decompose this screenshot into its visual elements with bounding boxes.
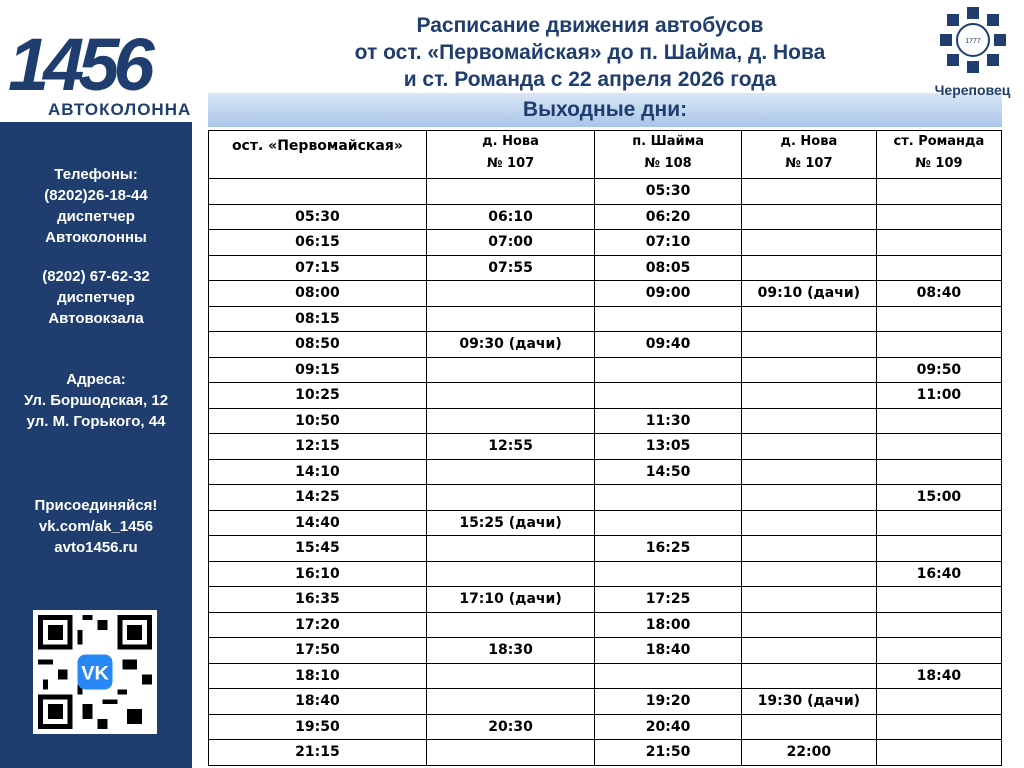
time-cell — [426, 179, 594, 205]
time-cell — [426, 740, 594, 766]
phone-2-desc-2: Автовокзала — [48, 310, 144, 327]
time-cell — [741, 510, 876, 536]
time-cell — [876, 459, 1001, 485]
table-row — [209, 740, 1002, 766]
qr-code-icon — [33, 610, 157, 734]
time-cell — [876, 587, 1001, 613]
time-cell — [741, 332, 876, 358]
title-line-2: от ост. «Первомайская» до п. Шайма, д. Нова — [354, 41, 826, 64]
table-row — [209, 612, 1002, 638]
time-cell — [876, 612, 1001, 638]
table-row — [209, 204, 1002, 230]
time-cell: 15:45 — [209, 536, 427, 562]
table-row — [209, 663, 1002, 689]
time-cell — [426, 408, 594, 434]
table-row — [209, 179, 1002, 205]
time-cell: 18:40 — [876, 663, 1001, 689]
svg-text:VK: VK — [81, 662, 109, 685]
logo-name: АВТОКОЛОННА — [48, 100, 192, 119]
table-row — [209, 510, 1002, 536]
time-cell: 07:55 — [426, 255, 594, 281]
autokolonna-logo — [0, 0, 192, 125]
time-cell — [876, 714, 1001, 740]
time-cell — [876, 434, 1001, 460]
time-cell — [741, 408, 876, 434]
time-cell: 06:20 — [595, 204, 742, 230]
time-cell: 07:15 — [209, 255, 427, 281]
time-cell: 16:25 — [595, 536, 742, 562]
time-cell — [741, 255, 876, 281]
time-cell — [426, 536, 594, 562]
time-cell: 08:50 — [209, 332, 427, 358]
time-cell: 15:00 — [876, 485, 1001, 511]
column-header — [595, 131, 742, 179]
time-cell — [741, 587, 876, 613]
phone-2[interactable]: (8202) 67-62-32 — [42, 268, 150, 285]
time-cell: 16:10 — [209, 561, 427, 587]
time-cell: 08:00 — [209, 281, 427, 307]
time-cell — [741, 434, 876, 460]
time-cell: 11:30 — [595, 408, 742, 434]
column-header — [426, 131, 594, 179]
join-label: Присоединяйся! — [34, 497, 158, 514]
table-row — [209, 357, 1002, 383]
header-line: № 107 — [785, 156, 833, 171]
table-row — [209, 281, 1002, 307]
column-header — [209, 131, 427, 179]
header-line: ост. «Первомайская» — [231, 138, 403, 154]
column-header — [876, 131, 1001, 179]
time-cell: 17:10 (дачи) — [426, 587, 594, 613]
city-name: Череповец — [934, 82, 1011, 98]
table-row — [209, 434, 1002, 460]
time-cell: 18:40 — [595, 638, 742, 664]
table-row — [209, 587, 1002, 613]
time-cell — [426, 459, 594, 485]
site-link[interactable]: avto1456.ru — [54, 539, 138, 556]
time-cell: 20:40 — [595, 714, 742, 740]
table-row — [209, 255, 1002, 281]
time-cell: 14:40 — [209, 510, 427, 536]
time-cell — [876, 306, 1001, 332]
title-line-1: Расписание движения автобусов — [416, 14, 764, 37]
time-cell: 19:30 (дачи) — [741, 689, 876, 715]
time-cell — [426, 281, 594, 307]
time-cell — [595, 485, 742, 511]
time-cell — [426, 306, 594, 332]
time-cell: 16:40 — [876, 561, 1001, 587]
time-cell — [426, 561, 594, 587]
header-line: № 107 — [486, 156, 535, 171]
table-row — [209, 306, 1002, 332]
phone-1-desc-2: Автоколонны — [45, 229, 147, 246]
cherepovets-emblem — [925, 5, 1020, 98]
city-emblem-icon — [938, 5, 1008, 75]
header-line: п. Шайма — [632, 134, 704, 149]
sidebar — [0, 126, 192, 768]
time-cell — [426, 689, 594, 715]
time-cell: 14:10 — [209, 459, 427, 485]
time-cell: 10:50 — [209, 408, 427, 434]
time-cell: 07:00 — [426, 230, 594, 256]
header-line: ст. Романда — [893, 134, 985, 149]
time-cell — [426, 485, 594, 511]
time-cell — [595, 306, 742, 332]
time-cell — [595, 383, 742, 409]
table-row — [209, 561, 1002, 587]
table-row — [209, 332, 1002, 358]
time-cell — [876, 230, 1001, 256]
time-cell: 08:05 — [595, 255, 742, 281]
time-cell — [741, 485, 876, 511]
title-line-3: и ст. Романда с 22 апреля 2026 года — [403, 68, 777, 91]
header-line: № 108 — [644, 156, 692, 171]
time-cell — [741, 561, 876, 587]
phone-1-desc: диспетчер — [57, 208, 135, 225]
table-row — [209, 459, 1002, 485]
logo-number: 1456 — [8, 23, 149, 106]
time-cell: 19:50 — [209, 714, 427, 740]
time-cell — [741, 306, 876, 332]
time-cell — [741, 179, 876, 205]
phone-1[interactable]: (8202)26-18-44 — [44, 187, 148, 204]
time-cell: 09:40 — [595, 332, 742, 358]
time-cell — [876, 510, 1001, 536]
table-row — [209, 714, 1002, 740]
time-cell: 20:30 — [426, 714, 594, 740]
time-cell: 18:40 — [209, 689, 427, 715]
time-cell: 16:35 — [209, 587, 427, 613]
table-row — [209, 638, 1002, 664]
emblem-year: 1777 — [964, 38, 981, 45]
time-cell: 15:25 (дачи) — [426, 510, 594, 536]
header-line: д. Нова — [780, 134, 838, 149]
time-cell — [876, 740, 1001, 766]
time-cell — [741, 230, 876, 256]
time-cell: 17:25 — [595, 587, 742, 613]
phones-label: Телефоны: — [54, 166, 138, 183]
time-cell: 14:25 — [209, 485, 427, 511]
vk-link[interactable]: vk.com/ak_1456 — [38, 518, 154, 535]
table-row — [209, 383, 1002, 409]
time-cell — [595, 510, 742, 536]
time-cell: 07:10 — [595, 230, 742, 256]
time-cell: 18:00 — [595, 612, 742, 638]
time-cell — [741, 714, 876, 740]
time-cell: 09:50 — [876, 357, 1001, 383]
time-cell: 13:05 — [595, 434, 742, 460]
column-header — [741, 131, 876, 179]
time-cell — [876, 638, 1001, 664]
time-cell: 22:00 — [741, 740, 876, 766]
table-row — [209, 536, 1002, 562]
time-cell: 18:30 — [426, 638, 594, 664]
time-cell: 09:30 (дачи) — [426, 332, 594, 358]
time-cell: 19:20 — [595, 689, 742, 715]
time-cell — [876, 536, 1001, 562]
time-cell — [876, 204, 1001, 230]
time-cell: 10:25 — [209, 383, 427, 409]
weekend-band: Выходные дни: — [208, 93, 1002, 127]
time-cell: 17:20 — [209, 612, 427, 638]
table-row — [209, 689, 1002, 715]
time-cell: 12:15 — [209, 434, 427, 460]
schedule-table — [208, 130, 1002, 766]
qr-code[interactable] — [33, 610, 157, 734]
address-label: Адреса: — [66, 371, 126, 388]
time-cell: 21:50 — [595, 740, 742, 766]
time-cell — [426, 663, 594, 689]
time-cell: 17:50 — [209, 638, 427, 664]
time-cell: 09:10 (дачи) — [741, 281, 876, 307]
address-1: Ул. Боршодская, 12 — [23, 392, 169, 409]
address-2: ул. М. Горького, 44 — [26, 413, 166, 430]
time-cell: 21:15 — [209, 740, 427, 766]
time-cell — [426, 357, 594, 383]
time-cell: 18:10 — [209, 663, 427, 689]
time-cell — [741, 663, 876, 689]
time-cell — [426, 612, 594, 638]
time-cell — [741, 612, 876, 638]
time-cell — [595, 357, 742, 383]
time-cell: 05:30 — [595, 179, 742, 205]
time-cell — [741, 638, 876, 664]
phone-2-desc: диспетчер — [57, 289, 135, 306]
time-cell: 12:55 — [426, 434, 594, 460]
time-cell — [741, 459, 876, 485]
time-cell — [741, 204, 876, 230]
time-cell: 05:30 — [209, 204, 427, 230]
time-cell: 09:15 — [209, 357, 427, 383]
time-cell: 08:40 — [876, 281, 1001, 307]
time-cell — [876, 689, 1001, 715]
time-cell: 11:00 — [876, 383, 1001, 409]
time-cell — [876, 179, 1001, 205]
time-cell — [595, 663, 742, 689]
time-cell — [741, 536, 876, 562]
time-cell: 09:00 — [595, 281, 742, 307]
table-row — [209, 408, 1002, 434]
header-line: д. Нова — [482, 134, 539, 149]
time-cell: 06:10 — [426, 204, 594, 230]
time-cell — [876, 332, 1001, 358]
time-cell — [595, 561, 742, 587]
time-cell: 06:15 — [209, 230, 427, 256]
header-line: № 109 — [915, 156, 963, 171]
table-row — [209, 485, 1002, 511]
time-cell — [741, 357, 876, 383]
page-title — [280, 12, 900, 93]
time-cell: 08:15 — [209, 306, 427, 332]
time-cell — [209, 179, 427, 205]
time-cell — [876, 255, 1001, 281]
time-cell: 14:50 — [595, 459, 742, 485]
table-row — [209, 230, 1002, 256]
time-cell — [426, 383, 594, 409]
time-cell — [876, 408, 1001, 434]
time-cell — [741, 383, 876, 409]
